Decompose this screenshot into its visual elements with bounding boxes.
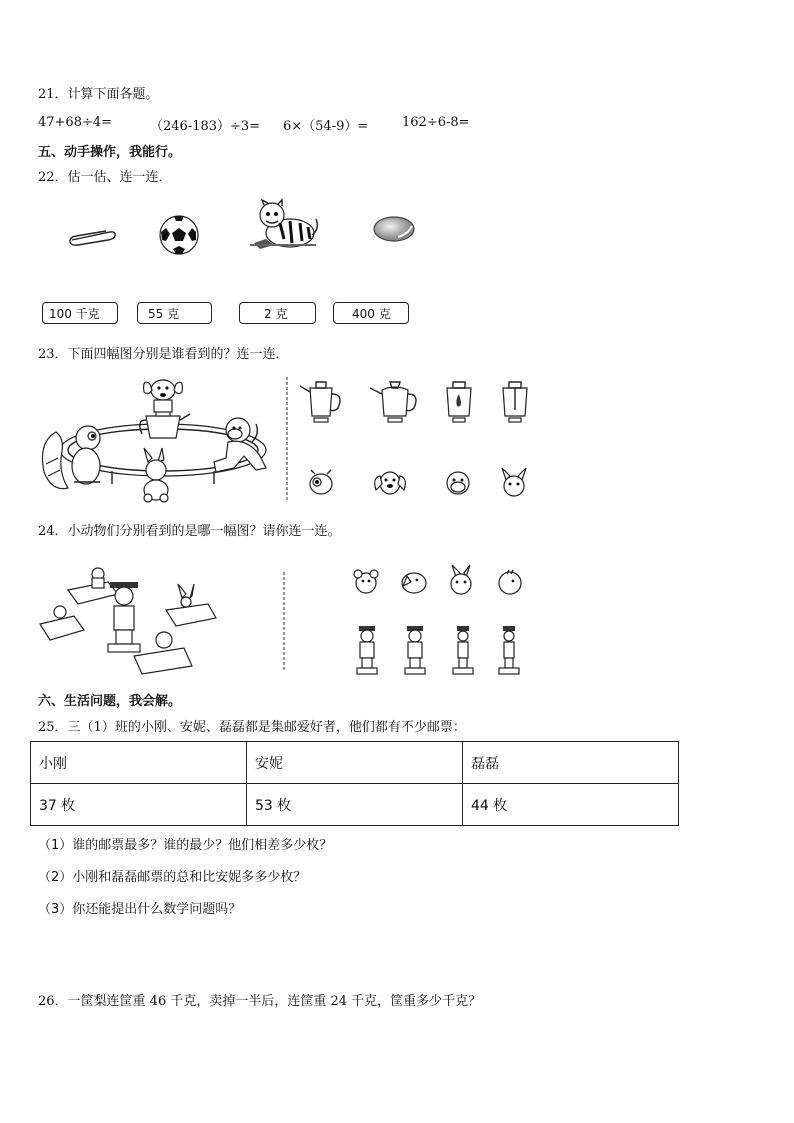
table-cell-count: 37 枚 [31,784,247,826]
table-row [31,742,679,784]
q23-title: 23．下面四幅图分别是谁看到的？连一连． [38,347,289,362]
weight-box-2g: 2 克 [239,302,316,324]
teapot-view-2 [368,380,422,424]
q23-divider [285,377,289,501]
animals-cars-scene-image [38,560,258,678]
table-cell-count: 44 枚 [463,784,679,826]
monkey-head-icon [443,468,473,498]
q21-expr-1: 47+68÷4= [38,115,113,130]
bowl-image [372,214,418,244]
q26-title: 26．一筐梨连筐重 46 千克，卖掉一半后，连筐重 24 千克，筐重多少千克？ [38,994,482,1009]
table-scene-image [38,372,273,506]
tiger-image [246,199,320,253]
table-cell-name: 小刚 [31,742,247,784]
q21-expr-3: 6×（54-9）= [283,119,369,134]
policeman-view-1 [354,624,380,676]
table-cell-count: 53 枚 [247,784,463,826]
table-cell-name: 安妮 [247,742,463,784]
dog-head-icon [372,468,408,498]
q22-title: 22．估一估、连一连． [38,170,172,185]
stamps-table [30,741,679,826]
q25-title: 25．三（1）班的小刚、安妮、磊磊都是集邮爱好者，他们都有不少邮票： [38,720,466,735]
table-cell-name: 磊磊 [463,742,679,784]
q21-title: 21．计算下面各题。 [38,87,159,102]
dog-side-head-icon [399,568,429,596]
teapot-view-3 [441,380,477,424]
paperclip-image [66,226,118,246]
q25-sub-2: （2）小刚和磊磊邮票的总和比安妮多多少枚？ [38,870,307,885]
q25-sub-1: （1）谁的邮票最多？谁的最少？他们相差多少枚？ [38,838,333,853]
teapot-view-1 [298,380,348,424]
q25-sub-3: （3）你还能提出什么数学问题吗？ [38,902,242,917]
soccer-ball-image [158,214,200,256]
table-row [31,784,679,826]
q24-divider [282,572,286,672]
rabbit-head-icon [498,466,530,500]
policeman-view-3 [450,624,476,676]
weight-box-400g: 400 克 [333,302,409,324]
weight-box-100kg: 100 千克 [42,302,118,324]
teapot-view-4 [497,380,533,424]
policeman-view-4 [496,624,522,676]
squirrel-head-icon [305,468,335,498]
q24-title: 24．小动物们分别看到的是哪一幅图？请你连一连。 [38,524,341,539]
section6-heading: 六、生活问题，我会解。 [38,694,182,709]
section5-heading: 五、动手操作，我能行。 [38,145,182,160]
chick-head-icon [495,568,525,596]
weight-box-55g: 55 克 [137,302,212,324]
q21-expr-4: 162÷6-8= [402,115,470,130]
rabbit-front-head-icon [446,563,476,597]
policeman-view-2 [402,624,428,676]
bear-head-icon [352,568,380,596]
q21-expr-2: （246-183）÷3= [150,119,261,134]
